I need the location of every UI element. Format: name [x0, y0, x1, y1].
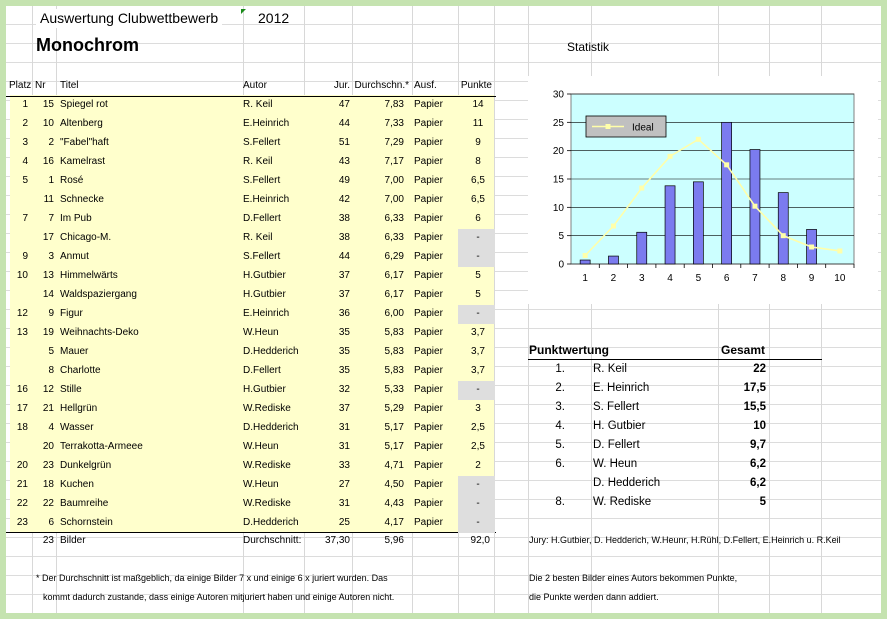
row-ausf: Papier	[414, 118, 443, 129]
row-avg: 5,83	[384, 365, 404, 376]
bar	[778, 193, 788, 264]
row-punkte: 2,5	[471, 422, 485, 433]
summary-label: Durchschnitt:	[243, 535, 302, 546]
summary-punkte: 92,0	[470, 535, 490, 546]
row-autor: E.Heinrich	[243, 118, 290, 129]
row-punkte: 14	[472, 99, 484, 110]
row-nr: 16	[42, 156, 54, 167]
summary-titel: Bilder	[60, 535, 86, 546]
gesamt-label: Gesamt	[721, 343, 766, 357]
punkt-score: 6,2	[750, 477, 766, 489]
bar	[580, 260, 590, 264]
row-titel: Charlotte	[60, 365, 101, 376]
row-avg: 5,83	[384, 346, 404, 357]
row-platz: 12	[16, 308, 28, 319]
header-platz: Platz	[9, 80, 32, 91]
row-titel: Im Pub	[60, 213, 92, 224]
bar	[608, 256, 618, 264]
row-nr: 15	[42, 99, 54, 110]
punktwertung-underline	[528, 359, 822, 360]
row-avg: 5,33	[384, 384, 404, 395]
legend-marker-icon	[606, 124, 611, 129]
row-punkte: 6,5	[471, 175, 485, 186]
bar	[693, 182, 703, 264]
punkt-name: E. Heinrich	[593, 382, 650, 394]
row-ausf: Papier	[414, 251, 443, 262]
bar	[722, 122, 732, 264]
row-ausf: Papier	[414, 498, 443, 509]
row-punkte: -	[476, 384, 480, 395]
row-nr: 11	[43, 194, 54, 205]
row-platz: 21	[16, 479, 28, 490]
summary-jur: 37,30	[324, 535, 350, 546]
row-punkte: -	[476, 479, 480, 490]
row-jur: 25	[338, 517, 350, 528]
row-avg: 7,29	[384, 137, 404, 148]
row-nr: 7	[48, 213, 54, 224]
row-autor: D.Hedderich	[243, 346, 299, 357]
row-autor: D.Hedderich	[243, 422, 299, 433]
row-avg: 6,33	[384, 213, 404, 224]
row-platz: 3	[22, 137, 28, 148]
row-avg: 4,17	[384, 517, 404, 528]
ideal-point	[611, 224, 616, 229]
row-punkte: 9	[475, 137, 481, 148]
row-punkte: 5	[475, 270, 481, 281]
punkt-name: D. Fellert	[593, 439, 640, 451]
row-nr: 4	[48, 422, 54, 433]
row-nr: 21	[42, 403, 54, 414]
x-tick-label: 7	[752, 273, 758, 284]
row-titel: Altenberg	[60, 118, 103, 129]
row-autor: S.Fellert	[243, 175, 281, 186]
punkt-score: 17,5	[743, 382, 766, 394]
row-jur: 36	[338, 308, 350, 319]
row-ausf: Papier	[414, 156, 443, 167]
header-punkte: Punkte	[460, 80, 492, 91]
category-title: Monochrom	[36, 35, 139, 55]
row-nr: 10	[42, 118, 54, 129]
row-ausf: Papier	[414, 308, 443, 319]
row-nr: 9	[48, 308, 54, 319]
row-avg: 5,17	[384, 422, 404, 433]
row-titel: Schnecke	[60, 194, 104, 205]
punkt-score: 5	[759, 496, 766, 508]
row-autor: H.Gutbier	[243, 270, 286, 281]
row-ausf: Papier	[414, 460, 443, 471]
row-jur: 37	[338, 403, 350, 414]
punktwertung-title: Punktwertung	[529, 343, 609, 357]
row-titel: Hellgrün	[60, 403, 98, 414]
header-jur: Jur.	[333, 80, 350, 91]
punkt-score: 10	[753, 420, 766, 432]
row-ausf: Papier	[414, 213, 443, 224]
row-ausf: Papier	[414, 327, 443, 338]
header-autor: Autor	[243, 80, 267, 91]
row-jur: 33	[338, 460, 350, 471]
punkt-name: H. Gutbier	[593, 420, 646, 432]
row-jur: 38	[338, 213, 350, 224]
x-tick-label: 8	[780, 273, 787, 284]
header-ausf: Ausf.	[414, 80, 437, 91]
row-avg: 5,17	[384, 441, 404, 452]
x-tick-label: 5	[695, 273, 702, 284]
row-autor: R. Keil	[243, 99, 273, 110]
row-avg: 6,29	[384, 251, 404, 262]
row-nr: 22	[42, 498, 54, 509]
row-punkte: 6	[475, 213, 481, 224]
y-tick-label: 30	[552, 89, 564, 101]
row-titel: Spiegel rot	[60, 99, 108, 110]
row-jur: 51	[338, 137, 350, 148]
row-jur: 31	[338, 422, 350, 433]
row-ausf: Papier	[414, 270, 443, 281]
row-titel: Weihnachts-Deko	[60, 327, 139, 338]
row-autor: W.Heun	[243, 479, 279, 490]
row-autor: W.Heun	[243, 441, 279, 452]
punkt-rank: 4.	[555, 420, 565, 432]
row-jur: 47	[338, 99, 350, 110]
row-avg: 6,17	[384, 289, 404, 300]
row-nr: 12	[42, 384, 54, 395]
note-2: die Punkte werden dann addiert.	[529, 592, 659, 602]
row-avg: 6,17	[384, 270, 404, 281]
row-titel: Terrakotta-Armeee	[60, 441, 143, 452]
punkt-rank: 2.	[555, 382, 565, 394]
row-titel: Schornstein	[60, 517, 113, 528]
y-tick-label: 5	[558, 231, 564, 243]
row-autor: W.Rediske	[243, 460, 291, 471]
row-autor: E.Heinrich	[243, 194, 290, 205]
punkt-score: 9,7	[750, 439, 766, 451]
x-tick-label: 2	[610, 273, 617, 284]
row-ausf: Papier	[414, 232, 443, 243]
statistik-label: Statistik	[567, 40, 610, 54]
row-titel: Dunkelgrün	[60, 460, 112, 471]
row-titel: Figur	[60, 308, 83, 319]
row-titel: Rosé	[60, 175, 84, 186]
punkt-name: S. Fellert	[593, 401, 640, 413]
row-ausf: Papier	[414, 289, 443, 300]
row-avg: 7,00	[384, 175, 404, 186]
punkt-name: D. Hedderich	[593, 477, 661, 489]
row-nr: 2	[48, 137, 54, 148]
comment-marker-icon	[241, 9, 246, 14]
row-ausf: Papier	[414, 441, 443, 452]
row-nr: 20	[42, 441, 54, 452]
summary-avg: 5,96	[384, 535, 404, 546]
row-nr: 18	[42, 479, 54, 490]
row-titel: Mauer	[60, 346, 89, 357]
row-titel: Chicago-M.	[60, 232, 112, 243]
row-platz: 2	[22, 118, 28, 129]
row-ausf: Papier	[414, 194, 443, 205]
header-titel: Titel	[60, 80, 79, 91]
row-autor: S.Fellert	[243, 251, 281, 262]
row-platz: 4	[22, 156, 28, 167]
row-avg: 7,17	[384, 156, 404, 167]
row-titel: Kamelrast	[60, 156, 106, 167]
row-punkte: -	[476, 232, 480, 243]
row-nr: 19	[42, 327, 54, 338]
row-autor: W.Heun	[243, 327, 279, 338]
ideal-point	[724, 162, 729, 167]
row-punkte: 6,5	[471, 194, 485, 205]
row-ausf: Papier	[414, 365, 443, 376]
row-titel: Waldspaziergang	[60, 289, 137, 300]
punkt-rank: 6.	[555, 458, 565, 470]
row-titel: Kuchen	[60, 479, 94, 490]
punkt-name: W. Rediske	[593, 496, 652, 508]
row-titel: "Fabel"haft	[60, 137, 109, 148]
punkt-name: W. Heun	[593, 458, 638, 470]
row-punkte: -	[476, 251, 480, 262]
row-jur: 32	[338, 384, 350, 395]
row-punkte: 8	[475, 156, 481, 167]
row-punkte: 3,7	[471, 346, 485, 357]
row-autor: W.Rediske	[243, 498, 291, 509]
row-nr: 5	[48, 346, 54, 357]
row-platz: 22	[16, 498, 28, 509]
row-autor: D.Fellert	[243, 365, 281, 376]
row-nr: 17	[42, 232, 54, 243]
ideal-point	[837, 248, 842, 253]
row-jur: 42	[338, 194, 350, 205]
y-tick-label: 20	[552, 146, 564, 158]
row-autor: R. Keil	[243, 232, 273, 243]
row-titel: Anmut	[60, 251, 89, 262]
ideal-point	[809, 245, 814, 250]
legend-label: Ideal	[632, 122, 654, 134]
row-jur: 35	[338, 365, 350, 376]
row-autor: H.Gutbier	[243, 384, 286, 395]
row-jur: 44	[338, 118, 350, 129]
row-jur: 43	[338, 156, 350, 167]
row-punkte: 2	[475, 460, 481, 471]
row-nr: 23	[42, 460, 54, 471]
x-tick-label: 6	[723, 273, 730, 284]
row-punkte: 3,7	[471, 365, 485, 376]
row-punkte: 11	[472, 118, 484, 129]
row-autor: D.Fellert	[243, 213, 281, 224]
row-jur: 44	[338, 251, 350, 262]
row-avg: 4,50	[384, 479, 404, 490]
row-platz: 13	[16, 327, 28, 338]
summary-nr: 23	[42, 535, 54, 546]
row-punkte: 2,5	[471, 441, 485, 452]
year-cell[interactable]: 2012	[258, 10, 290, 26]
ideal-point	[583, 253, 588, 258]
row-ausf: Papier	[414, 137, 443, 148]
row-titel: Himmelwärts	[60, 270, 118, 281]
row-avg: 5,83	[384, 327, 404, 338]
row-autor: W.Rediske	[243, 403, 291, 414]
row-punkte: -	[476, 308, 480, 319]
bar	[637, 232, 647, 264]
x-tick-label: 9	[808, 273, 815, 284]
punkt-rank: 8.	[555, 496, 565, 508]
row-titel: Baumreihe	[60, 498, 109, 509]
header-durchschn: Durchschn.*	[354, 80, 409, 91]
header-nr: Nr	[35, 80, 46, 91]
row-platz: 1	[22, 99, 28, 110]
row-platz: 16	[16, 384, 28, 395]
row-punkte: -	[476, 517, 480, 528]
row-ausf: Papier	[414, 384, 443, 395]
row-jur: 31	[338, 498, 350, 509]
row-nr: 6	[48, 517, 54, 528]
row-ausf: Papier	[414, 422, 443, 433]
row-titel: Stille	[60, 384, 82, 395]
row-punkte: 5	[475, 289, 481, 300]
row-ausf: Papier	[414, 346, 443, 357]
row-autor: S.Fellert	[243, 137, 281, 148]
y-tick-label: 25	[552, 117, 564, 129]
row-platz: 23	[16, 517, 28, 528]
note-1: Die 2 besten Bilder eines Autors bekommen Punkte,	[529, 573, 738, 583]
row-autor: H.Gutbier	[243, 289, 286, 300]
row-platz: 18	[16, 422, 28, 433]
row-ausf: Papier	[414, 403, 443, 414]
punkt-rank: 3.	[555, 401, 565, 413]
row-autor: D.Hedderich	[243, 517, 299, 528]
row-nr: 14	[42, 289, 54, 300]
row-jur: 49	[338, 175, 350, 186]
row-nr: 13	[42, 270, 54, 281]
footnote-1: * Der Durchschnitt ist maßgeblich, da einige Bilder 7 x und einige 6 x juriert wurden. Das	[36, 573, 388, 583]
row-punkte: 3	[475, 403, 481, 414]
sheet-title: Auswertung Clubwettbewerb	[36, 9, 222, 28]
ideal-point	[752, 204, 757, 209]
row-platz: 7	[22, 213, 28, 224]
x-tick-label: 10	[834, 273, 846, 284]
punkt-score: 15,5	[743, 401, 766, 413]
row-avg: 7,33	[384, 118, 404, 129]
row-punkte: -	[476, 498, 480, 509]
spreadsheet	[6, 6, 881, 613]
row-jur: 35	[338, 346, 350, 357]
row-nr: 1	[48, 175, 54, 186]
row-jur: 31	[338, 441, 350, 452]
row-jur: 37	[338, 270, 350, 281]
row-titel: Wasser	[60, 422, 94, 433]
x-tick-label: 3	[638, 273, 645, 284]
row-jur: 37	[338, 289, 350, 300]
row-ausf: Papier	[414, 479, 443, 490]
bar	[665, 186, 675, 264]
row-platz: 20	[16, 460, 28, 471]
row-punkte: 3,7	[471, 327, 485, 338]
chart-svg	[528, 76, 878, 304]
row-ausf: Papier	[414, 517, 443, 528]
row-jur: 38	[338, 232, 350, 243]
row-jur: 35	[338, 327, 350, 338]
ideal-point	[781, 233, 786, 238]
row-avg: 7,00	[384, 194, 404, 205]
punkt-rank: 1.	[555, 363, 565, 375]
row-nr: 8	[48, 365, 54, 376]
row-autor: E.Heinrich	[243, 308, 290, 319]
x-tick-label: 4	[667, 273, 673, 284]
row-platz: 10	[16, 270, 28, 281]
row-platz: 9	[22, 251, 28, 262]
x-tick-label: 1	[582, 273, 588, 284]
y-tick-label: 15	[552, 174, 564, 186]
row-ausf: Papier	[414, 99, 443, 110]
ideal-point	[639, 186, 644, 191]
row-avg: 6,33	[384, 232, 404, 243]
row-nr: 3	[48, 251, 54, 262]
punkt-name: R. Keil	[593, 363, 627, 375]
punkt-rank: 5.	[555, 439, 565, 451]
row-avg: 6,00	[384, 308, 404, 319]
footnote-2: kommt dadurch zustande, dass einige Autoren mitjuriert haben und einige Autoren nicht.	[43, 592, 395, 602]
punkt-score: 22	[753, 363, 766, 375]
row-platz: 5	[22, 175, 28, 186]
jury-line: Jury: H.Gutbier, D. Hedderich, W.Heunr, H.Rühl, D.Fellert, E.Heinrich u. R.Keil	[529, 535, 841, 545]
row-autor: R. Keil	[243, 156, 273, 167]
ideal-point	[696, 137, 701, 142]
row-ausf: Papier	[414, 175, 443, 186]
y-tick-label: 0	[558, 259, 564, 271]
row-jur: 27	[338, 479, 350, 490]
row-platz: 17	[16, 403, 28, 414]
row-avg: 4,43	[384, 498, 404, 509]
y-tick-label: 10	[552, 202, 564, 214]
punkt-score: 6,2	[750, 458, 766, 470]
row-avg: 7,83	[384, 99, 404, 110]
statistik-chart[interactable]	[528, 76, 878, 304]
row-avg: 5,29	[384, 403, 404, 414]
row-avg: 4,71	[384, 460, 404, 471]
ideal-point	[668, 154, 673, 159]
